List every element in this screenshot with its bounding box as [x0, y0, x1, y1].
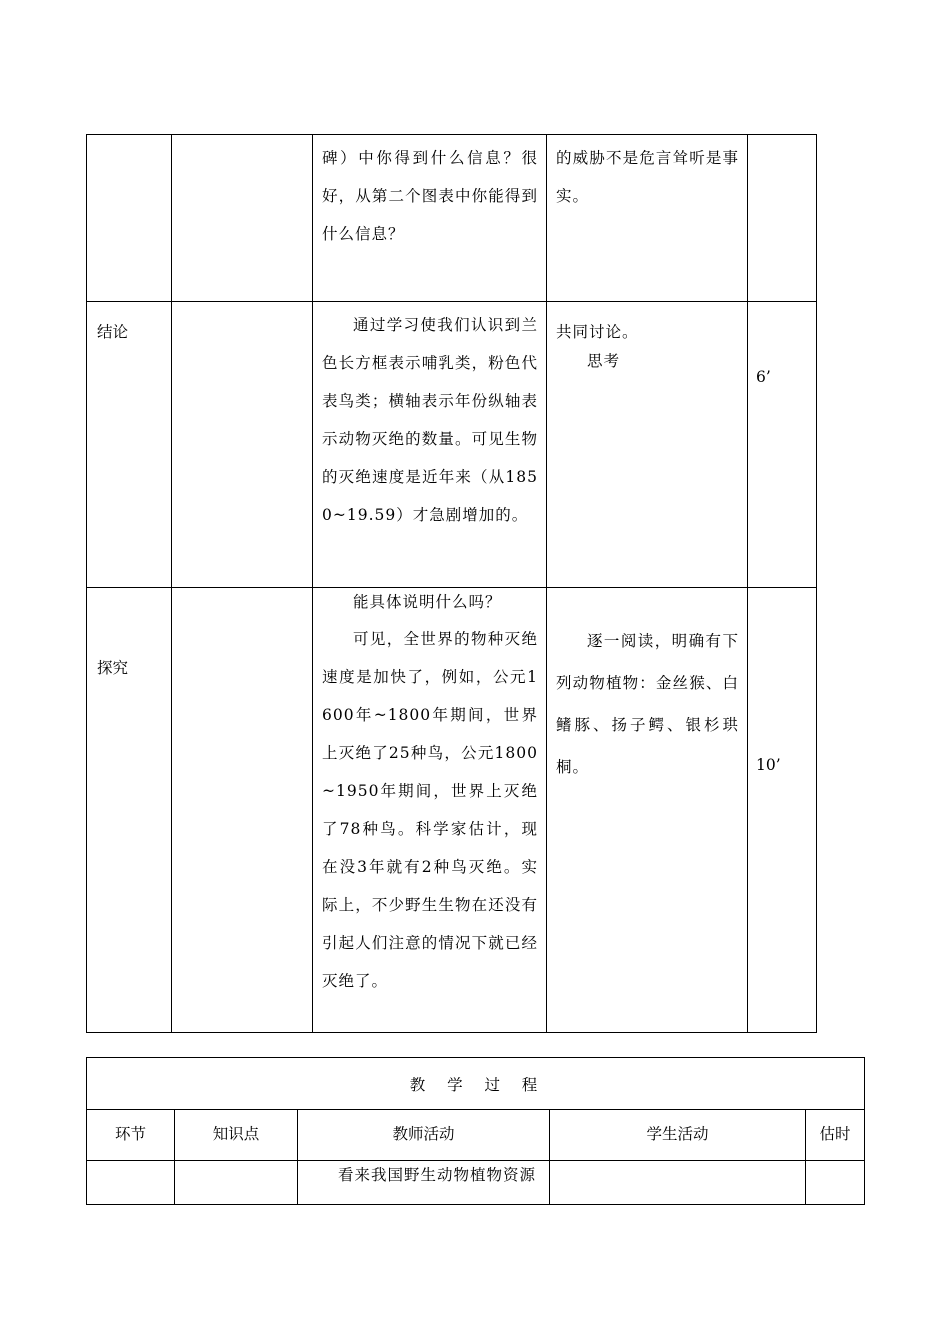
table-row	[87, 302, 817, 588]
section-label: 探究	[97, 659, 129, 677]
student-activity-text: 的威胁不是危言耸听是事实。	[556, 149, 739, 205]
teacher-activity-text: 可见，全世界的物种灭绝速度是加快了，例如，公元1600年~1800年期间，世界上灭绝了25种鸟，公元1800~1950年期间，世界上灭绝了78种鸟。科学家估计，现在没3年就有2种鸟灭绝。实际上，不少野生生物在还没有引起人们注意的情况下就已经灭绝了。	[322, 630, 538, 990]
time-cell	[806, 1161, 865, 1205]
student-activity-cell	[547, 588, 748, 1033]
time-cell	[748, 302, 817, 588]
table-header-row	[87, 1110, 865, 1161]
section-cell	[87, 1161, 175, 1205]
student-activity-text: 逐一阅读，明确有下列动物植物：金丝猴、白鳍豚、扬子鳄、银杉珙桐。	[556, 632, 739, 776]
header-teacher-activity: 教师活动	[298, 1110, 550, 1161]
header-time: 估时	[806, 1110, 865, 1161]
knowledge-cell	[172, 302, 313, 588]
teacher-activity-cell	[313, 588, 547, 1033]
teacher-activity-text: 看来我国野生动物植物资源	[338, 1166, 537, 1184]
lesson-table-continued	[86, 134, 817, 1033]
header-knowledge: 知识点	[175, 1110, 298, 1161]
student-activity-cell	[547, 302, 748, 588]
knowledge-cell	[175, 1161, 298, 1205]
teacher-activity-text: 通过学习使我们认识到兰色长方框表示哺乳类，粉色代表鸟类；横轴表示年份纵轴表示动物灭绝的数量。可见生物的灭绝速度是近年来（从1850~19.59）才急剧增加的。	[322, 316, 538, 524]
time-cell	[748, 135, 817, 302]
teacher-activity-cell	[298, 1161, 550, 1205]
header-student-activity: 学生活动	[550, 1110, 806, 1161]
table-title-row	[87, 1058, 865, 1110]
knowledge-cell	[172, 588, 313, 1033]
table-row	[87, 135, 817, 302]
teacher-activity-text: 碑）中你得到什么信息？很好，从第二个图表中你能得到什么信息？	[322, 149, 538, 243]
section-cell	[87, 588, 172, 1033]
teacher-activity-cell	[313, 135, 547, 302]
header-section: 环节	[87, 1110, 175, 1161]
knowledge-cell	[172, 135, 313, 302]
student-activity-text: 思考	[587, 352, 621, 370]
time-estimate: 6’	[756, 368, 771, 386]
section-cell	[87, 135, 172, 302]
teacher-activity-text: 能具体说明什么吗？	[353, 593, 502, 611]
time-cell	[748, 588, 817, 1033]
teaching-process-table	[86, 1057, 865, 1205]
teacher-activity-cell	[313, 302, 547, 588]
table-title: 教 学 过 程	[87, 1058, 865, 1110]
student-activity-cell	[547, 135, 748, 302]
section-label: 结论	[97, 323, 129, 341]
time-estimate: 10’	[756, 756, 781, 774]
section-cell	[87, 302, 172, 588]
table-row	[87, 588, 817, 1033]
table-row	[87, 1161, 865, 1205]
student-activity-cell	[550, 1161, 806, 1205]
student-activity-text: 共同讨论。	[556, 323, 639, 341]
